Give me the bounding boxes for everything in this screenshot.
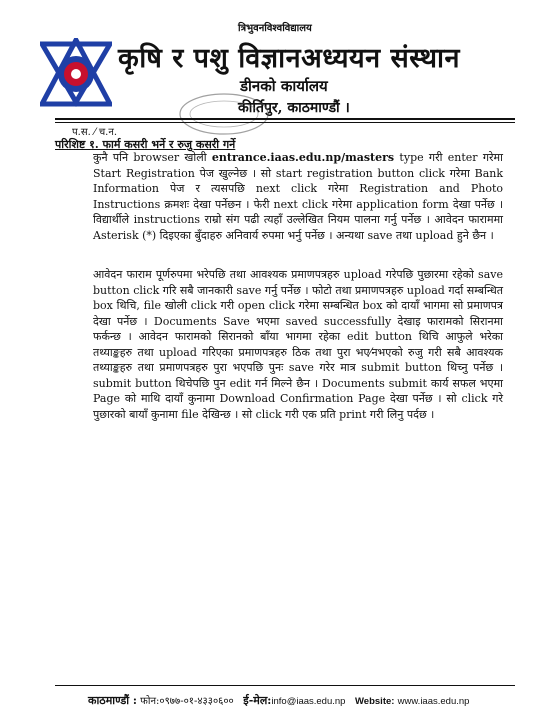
header-rule-thin	[55, 122, 515, 123]
university-name: त्रिभुवनविश्वविद्यालय	[238, 23, 312, 34]
footer-phone: ०९७७-०१-४३३०६००	[159, 696, 234, 707]
footer-phone-label: फोन:	[140, 696, 160, 707]
footer-website-label: Website:	[355, 696, 395, 707]
paragraph-1-intro: कुनै पनि browser खोली	[93, 151, 212, 164]
office-location: कीर्तिपुर, काठमाण्डौं ।	[238, 100, 350, 116]
annexure-title: परिशिष्ट १. फार्म कसरी भर्ने र रुजु कसरी गर्ने	[55, 138, 236, 151]
footer-email-label: ई-मेल:	[243, 694, 272, 707]
paragraph-1-body: type गरी enter गरेमा Start Registration पेज खुल्नेछ । सो start registration button click गरेमा Bank Information पेज र त्यसपछि next click गरेमा Registration and Photo Instructions क्रमशः देखा पर्नेछन । फेरी next click गरेमा application form देखा पर्नेछ । विद्यार्थीले instructions राम्रो संग पढी त्यहाँ उल्लेखित नियम पालना गर्नु पर्नेछ । आवेदन फाराममा Asterisk (*) दिइएका बुँदाहरु अनिवार्य रुपमा भर्नु पर्नेछ । अन्यथा save तथा upload हुने छैन ।	[93, 151, 503, 242]
instructions-paragraph-1	[93, 150, 503, 243]
header-rule	[55, 118, 515, 120]
footer-contact	[88, 693, 469, 708]
footer-rule	[55, 685, 515, 686]
nepal-emblem-logo-icon	[40, 38, 112, 110]
office-name: डीनको कार्यालय	[240, 77, 328, 95]
office-seal-stamp-icon	[176, 90, 272, 138]
footer-city: काठमाण्डौं :	[88, 694, 137, 707]
institute-name: कृषि र पशु विज्ञानअध्ययन संस्थान	[118, 43, 460, 74]
entrance-url: entrance.iaas.edu.np/masters	[211, 151, 395, 164]
instructions-paragraph-2: आवेदन फाराम पूर्णरुपमा भरेपछि तथा आवश्यक प्रमाणपत्रहरु upload गरेपछि पुछारमा रहेको save button click गरि सबै जानकारी save गर्नु पर्नेछ । फोटो तथा प्रमाणपत्रहरु upload गर्दा सम्बन्धित box थिचि, file खोली click गरी open click गरेमा सम्बन्धित box को दायाँ भागमा सो प्रमाणपत्र देखा पर्नेछ । Documents Save भएमा saved successfully देखाइ फारामको सिरानमा फर्कन्छ । आवेदन फारामको सिरानको बाँया भागमा रहेका edit button थिचि आफुले भरेका तथ्याङ्कहरु तथा upload गरिएका प्रमाणपत्रहरु ठिक तथा पुरा भए⁄नभएको रुजु गरी सबै आवश्यक तथ्याङ्कहरु तथा प्रमाणपत्रहरु पुरा भएपछि पुनः save गरेर मात्र submit button थिच्नु पर्नेछ । submit button थिचेपछि पुन edit गर्न मिल्ने छैन । Documents submit कार्य सफल भएमा Page को माथि दायाँ कुनामा Download Confirmation Page देखा पर्नेछ । सो click गरे पुछारको बायाँ कुनामा file देखिन्छ । सो click गरी एक प्रति print गरी लिनु पर्दछ ।	[93, 268, 503, 421]
footer-website: www.iaas.edu.np	[397, 696, 470, 707]
reference-number: प.स. ⁄ च.न.	[72, 127, 118, 138]
footer-email: info@iaas.edu.np	[271, 696, 346, 707]
